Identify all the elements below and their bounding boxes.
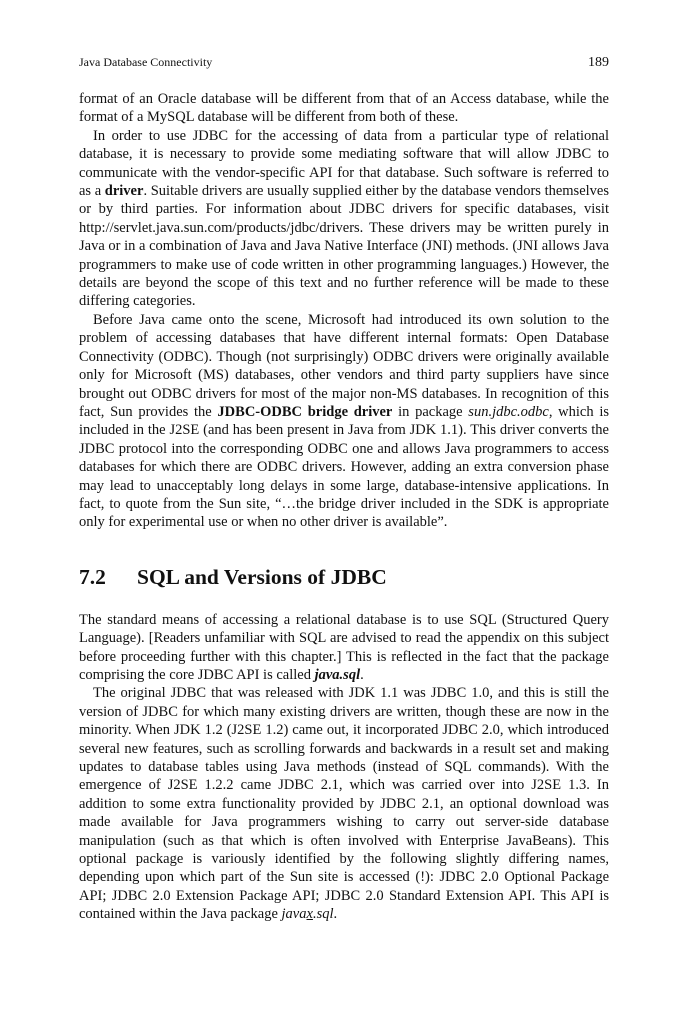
section-number: 7.2 [79,564,106,589]
paragraph-odbc [79,311,609,532]
paragraph-text: , which is included in the J2SE (and has been present in Java from JDK 1.1). This driver converts the JDBC protocol into the corresponding ODBC one and allows Java programmers to access databases for which there are ODBC drivers. However, adding an extra conversion phase may lead to unacceptably long delays in some large, database-intensive applications. In fact, to quote from the Sun site, “…the bridge driver included in the SDK is appropriate only for experimental use or when no other driver is available”. [79,403,610,531]
paragraph-text: In order to use JDBC for the accessing of data from a particular type of relational database, it is necessary to provide some mediating software that will allow JDBC to communicate with the vendor-specific API for that database. Such software is referred to as a [79,127,609,200]
package-name: java.sql [314,666,361,683]
section-heading [79,564,609,590]
package-part-underlined: x [306,906,313,923]
package-name: sun.jdbc.odbc [468,403,549,420]
paragraph-text: . [333,906,338,923]
section-title: SQL and Versions of JDBC [137,564,387,589]
paragraph-text: . [360,666,364,683]
paragraph-text: Before Java came onto the scene, Microsoft had introduced its own solution to the problem of accessing databases that have different internal formats: Open Database Connectivity (ODBC). Though (not surprisingly) ODBC drivers were originally available only for Microsoft (MS) databases, other vendors and third party suppliers have since brought out ODBC drivers for most of the major non-MS databases. In recognition of this fact, Sun provides the [79,311,609,420]
package-part: .sql [312,906,334,923]
package-part: java [281,906,307,923]
paragraph-text: . Suitable drivers are usually supplied either by the database vendors themselves or by third parties. For information about JDBC drivers for specific databases, visit http://servlet.java.sun.com/products/jdbc/drivers. These drivers may be written purely in Java or in a combination of Java and Java Native Interface (JNI) methods. (JNI allows Java programmers to make use of code written in other programming languages.) However, the details are beyond the scope of this text and no further reference will be made to these differing categories. [79,183,609,310]
paragraph-continued [79,90,609,127]
term-driver: driver [104,183,144,200]
book-page [79,54,609,924]
term-bridge-driver: JDBC-ODBC bridge driver [217,403,393,420]
paragraph-drivers [79,127,609,311]
paragraph-text: in package [392,403,469,420]
paragraph-sql [79,611,609,685]
running-title: Java Database Connectivity [79,55,213,69]
paragraph-text: format of an Oracle database will be different from that of an Access database, while the format of a MySQL database will be different from both of these. [79,91,609,126]
package-name [282,906,334,922]
paragraph-text: The standard means of accessing a relational database is to use SQL (Structured Query Language). [Readers unfamiliar with SQL are advised to read the appendix on this subject before proceeding further with this chapter.] This is reflected in the fact that the package comprising the core JDBC API is called [79,611,609,683]
paragraph-versions [79,684,609,923]
running-header [79,54,609,71]
page-number: 189 [588,55,609,70]
paragraph-text: The original JDBC that was released with JDK 1.1 was JDBC 1.0, and this is still the version of JDBC for which many existing drivers are written, though these are now in the minority. When JDK 1.2 (J2SE 1.2) came out, it incorporated JDBC 2.0, which introduced several new features, such as scrolling forwards and backwards in a result set and making updates to database tables using Java methods (instead of SQL commands). With the emergence of J2SE 1.2.2 came JDBC 2.1, which was carried over into J2SE 1.3. In addition to some extra functionality provided by JDBC 2.1, an optional download was made available for Java programmers wishing to carry out server-side database manipulation (such as that which is often involved with Enterprise JavaBeans). This optional package is variously identified by the following slightly differing names, depending upon which part of the Sun site is accessed (!): JDBC 2.0 Optional Package API; JDBC 2.0 Extension Package API; JDBC 2.0 Standard Extension API. This API is contained within the Java package [79,685,609,923]
